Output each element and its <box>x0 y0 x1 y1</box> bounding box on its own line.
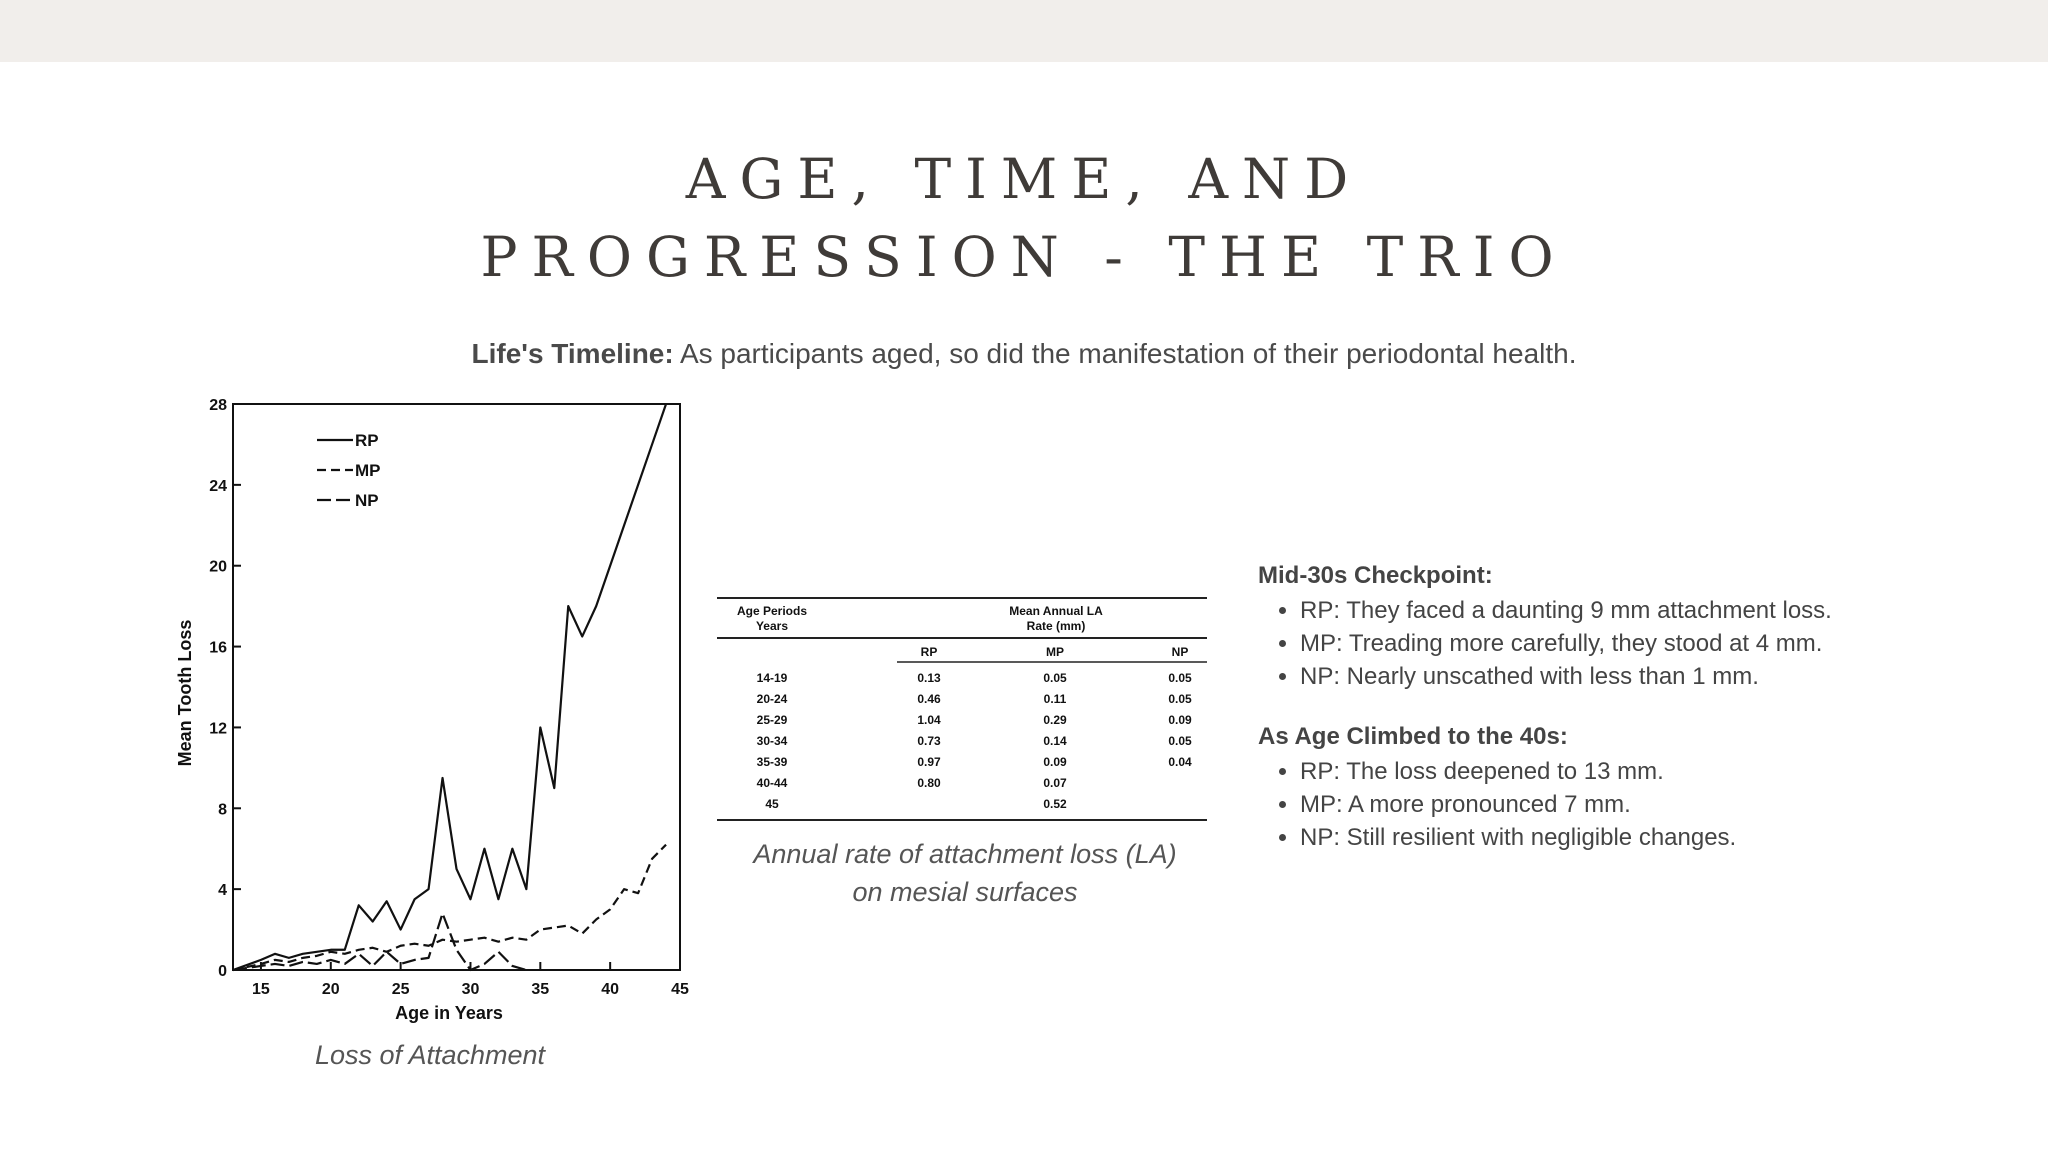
notes-section1-list <box>1258 594 2018 693</box>
list-item: • MP: Treading more carefully, they stood at 4 mm. <box>1300 627 2018 660</box>
table-col-mp: MP <box>1046 645 1064 659</box>
legend-label: MP <box>355 461 381 480</box>
y-axis-ticks <box>209 397 241 980</box>
notes-panel <box>1258 562 2018 854</box>
table-cell: 0.52 <box>1043 797 1067 811</box>
table-cell: 0.13 <box>917 671 941 685</box>
list-item: • NP: Still resilient with negligible changes. <box>1300 821 2018 854</box>
table-header-right-2: Rate (mm) <box>1026 619 1086 633</box>
tooth-loss-chart <box>165 395 690 1045</box>
table-cell: 0.05 <box>1043 671 1067 685</box>
x-tick-label: 30 <box>461 981 480 998</box>
x-axis-ticks <box>252 962 689 998</box>
table-col-np: NP <box>1171 645 1189 659</box>
chart-series <box>233 404 666 970</box>
table-cell: 25-29 <box>756 713 788 727</box>
table-cell: 30-34 <box>756 734 788 748</box>
attachment-table <box>712 590 1212 835</box>
chart-legend <box>317 431 381 510</box>
legend-label: NP <box>355 491 379 510</box>
series-line-mp <box>233 845 666 970</box>
table-cell: 35-39 <box>756 755 788 769</box>
subtitle-text: As participants aged, so did the manifestation of their periodontal health. <box>673 338 1577 369</box>
y-tick-label: 4 <box>218 882 227 900</box>
subtitle-bold: Life's Timeline: <box>471 338 674 369</box>
table-cell: 0.07 <box>1043 776 1067 790</box>
table-cell: 0.80 <box>917 776 941 790</box>
chart-frame <box>233 404 680 970</box>
x-tick-label: 45 <box>671 981 689 998</box>
chart-svg <box>165 395 690 1045</box>
table-cell: 40-44 <box>756 776 788 790</box>
y-tick-label: 16 <box>209 639 227 657</box>
table-cell: 0.09 <box>1168 713 1192 727</box>
table-col-rp: RP <box>920 645 938 659</box>
x-tick-label: 35 <box>531 981 550 998</box>
table-cell: 0.46 <box>917 692 941 706</box>
notes-section2-list <box>1258 755 2018 854</box>
y-tick-label: 0 <box>218 963 227 980</box>
notes-section1-title: Mid-30s Checkpoint: <box>1258 562 1493 589</box>
table-caption-line2: on mesial surfaces <box>852 877 1078 907</box>
list-item: • MP: A more pronounced 7 mm. <box>1300 788 2018 821</box>
table-cell: 0.05 <box>1168 692 1192 706</box>
table-header-left-2: Years <box>755 619 789 633</box>
x-tick-label: 15 <box>252 981 270 998</box>
slide-subtitle <box>0 338 2048 370</box>
y-tick-label: 8 <box>218 801 227 819</box>
y-tick-label: 24 <box>209 477 227 495</box>
y-axis-label: Mean Tooth Loss <box>175 619 195 767</box>
x-tick-label: 40 <box>601 981 620 998</box>
table-cell: 0.05 <box>1168 734 1192 748</box>
table-cell: 0.14 <box>1043 734 1067 748</box>
table-cell: 0.97 <box>917 755 941 769</box>
slide-title-line2: PROGRESSION - THE TRIO <box>480 225 1568 289</box>
table-svg <box>712 590 1212 830</box>
table-caption <box>700 835 1230 911</box>
table-cell: 20-24 <box>756 692 788 706</box>
table-cell: 0.73 <box>917 734 941 748</box>
table-caption-line1: Annual rate of attachment loss (LA) <box>753 839 1177 869</box>
table-cell: 0.05 <box>1168 671 1192 685</box>
y-tick-label: 20 <box>209 558 227 576</box>
y-tick-label: 28 <box>209 397 227 414</box>
table-cell: 1.04 <box>917 713 941 727</box>
x-tick-label: 25 <box>391 981 410 998</box>
slide-title <box>0 140 2048 296</box>
table-cell: 0.11 <box>1043 692 1067 706</box>
series-line-np <box>233 913 526 970</box>
list-item: • NP: Nearly unscathed with less than 1 mm. <box>1300 660 2018 693</box>
table-cell: 14-19 <box>756 671 788 685</box>
list-item: • RP: The loss deepened to 13 mm. <box>1300 755 2018 788</box>
table-header-left-1: Age Periods <box>736 604 808 618</box>
list-item: • RP: They faced a daunting 9 mm attachment loss. <box>1300 594 2018 627</box>
top-bar <box>0 0 2048 62</box>
graph-caption: Loss of Attachment <box>314 1040 546 1070</box>
table-header-right-1: Mean Annual LA <box>1009 604 1103 618</box>
x-tick-label: 20 <box>321 981 340 998</box>
notes-section2-title: As Age Climbed to the 40s: <box>1258 723 1568 750</box>
slide-title-line1: AGE, TIME, AND <box>685 147 1363 211</box>
table-cell: 0.29 <box>1043 713 1067 727</box>
legend-label: RP <box>355 431 379 450</box>
table-rows <box>757 671 1192 811</box>
table-cell: 45 <box>765 797 779 811</box>
series-line-rp <box>233 404 666 970</box>
x-axis-label: Age in Years <box>395 1003 503 1023</box>
table-cell: 0.09 <box>1043 755 1067 769</box>
table-cell: 0.04 <box>1168 755 1192 769</box>
y-tick-label: 12 <box>209 720 227 738</box>
